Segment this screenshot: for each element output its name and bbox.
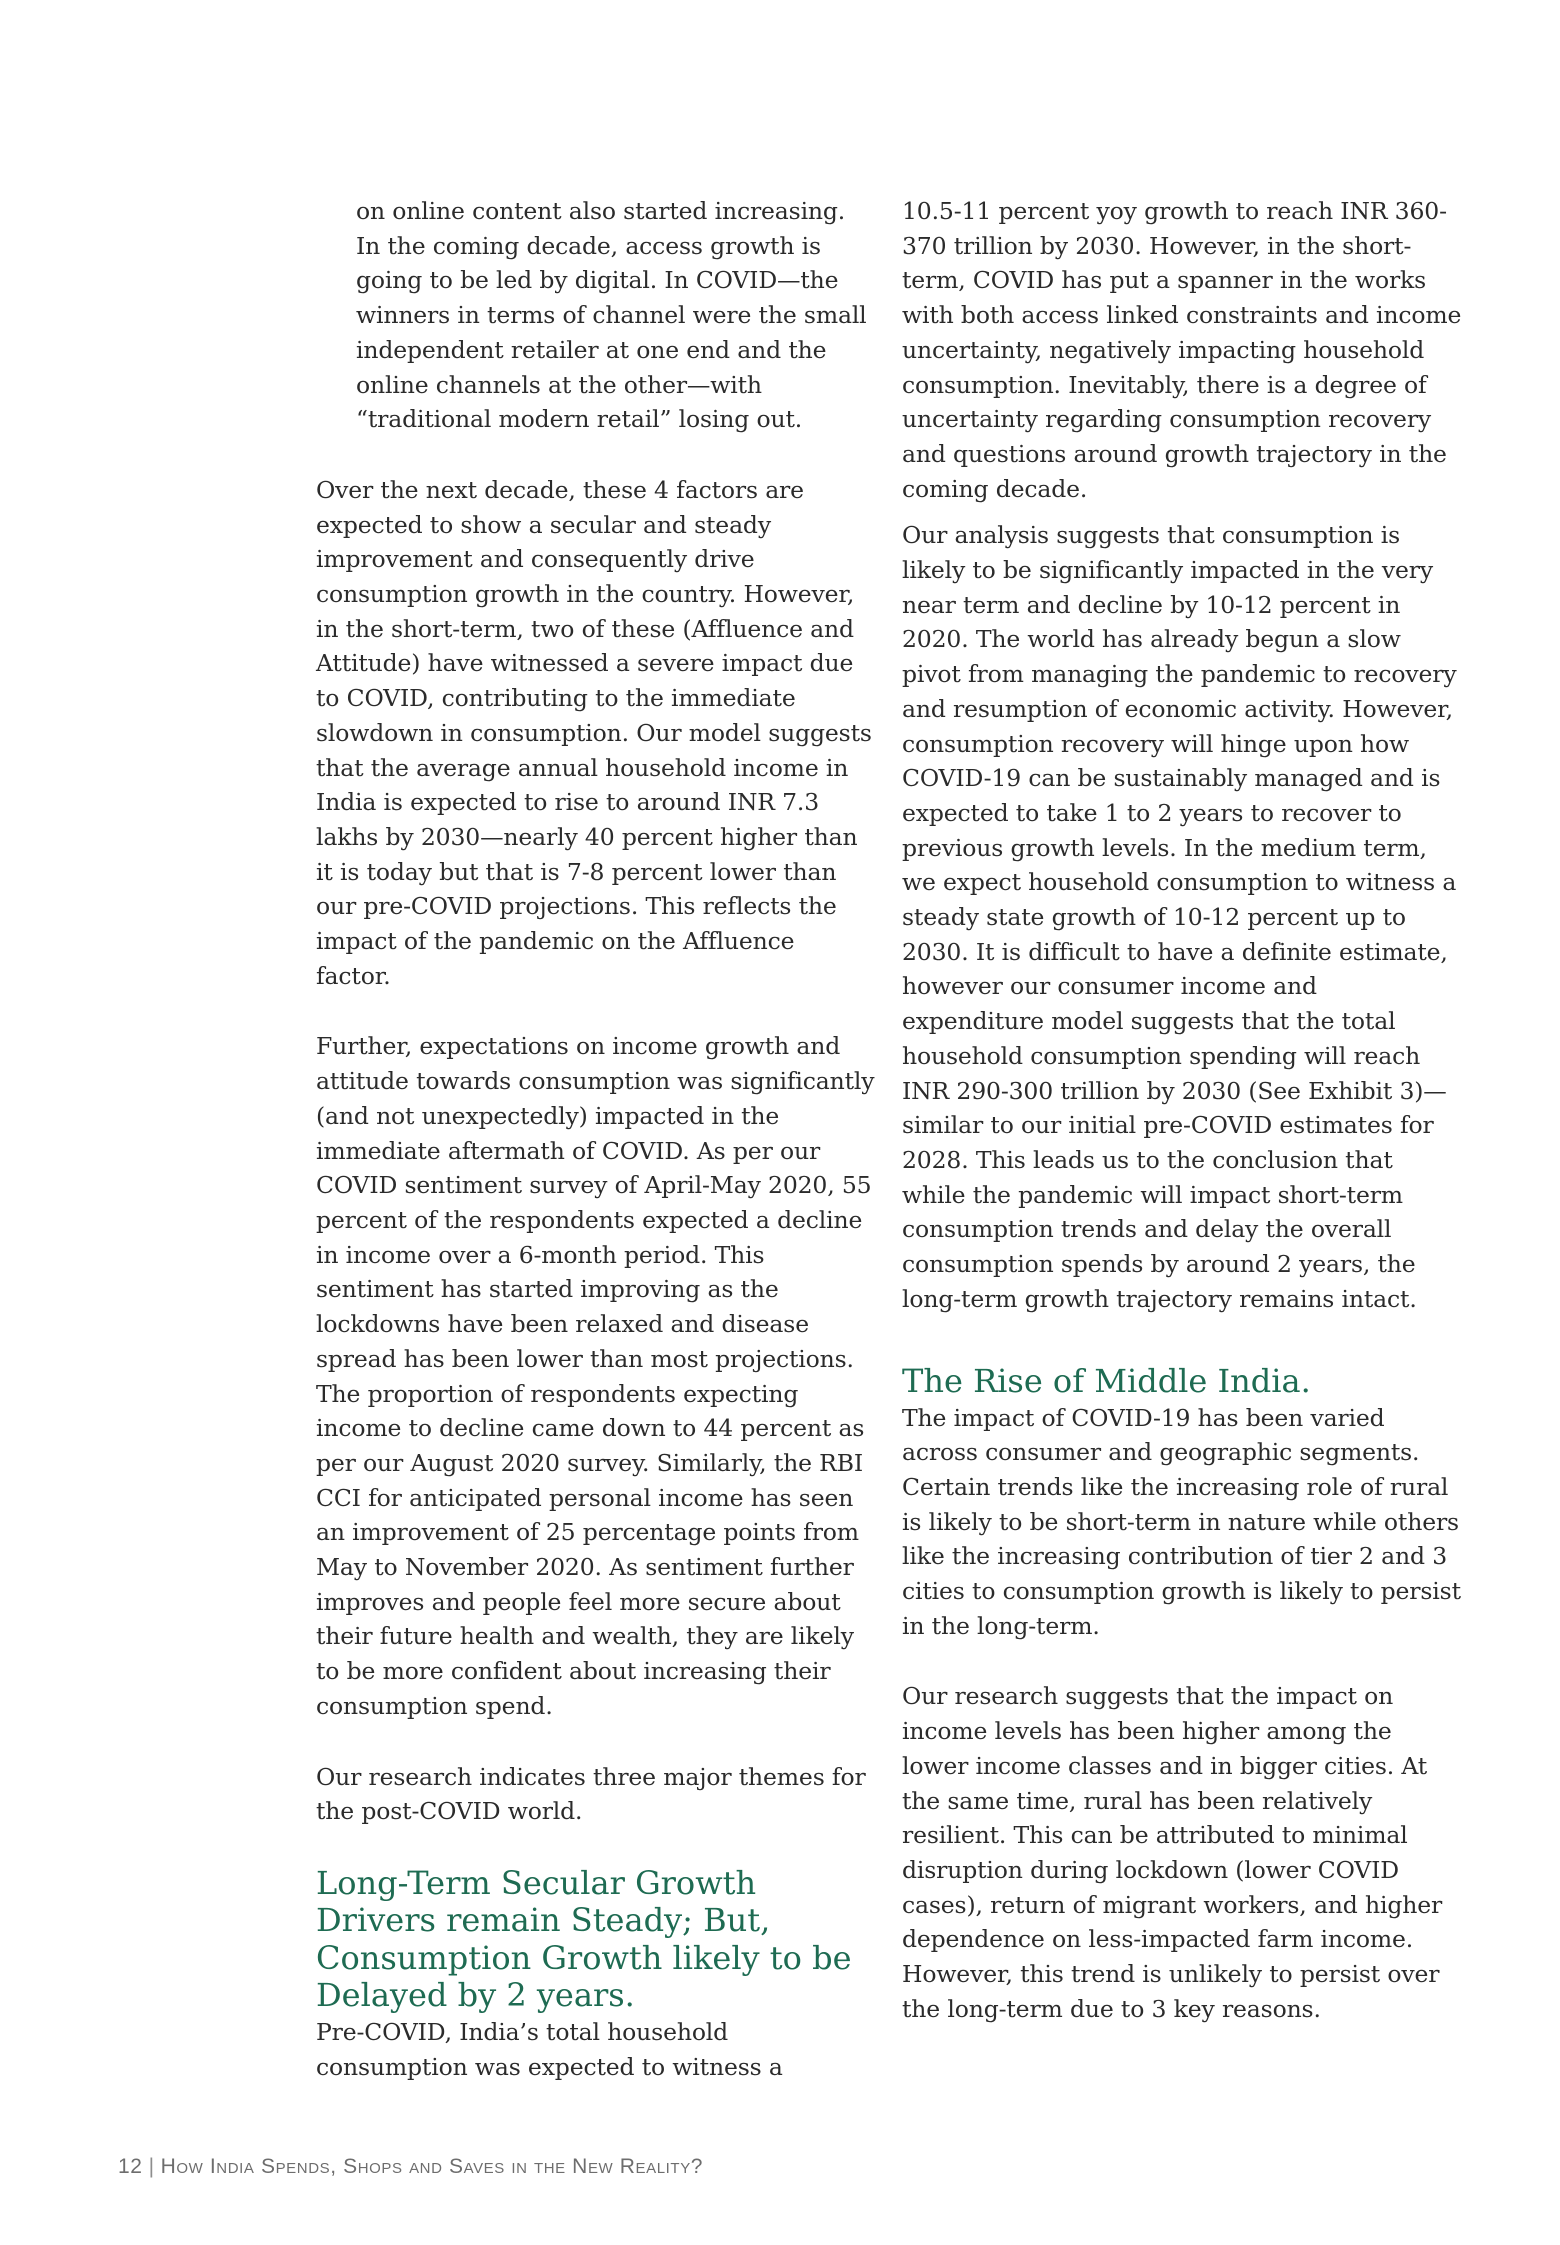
footer-separator: | (148, 2155, 155, 2178)
left-paragraph-2: Over the next decade, these 4 factors are expected to show a secular and steady improvement and consequently drive consumption growth in the country. However, in the short-term, two of these (Affluence and Attitude) have witnessed a severe impact due to COVID, contributing to the immediate slowdown in consumption. Our model suggests that the average annual household income in India is expected to rise to around INR 7.3 lakhs by 2030—nearly 40 percent higher than it is today but that is 7-8 percent lower than our pre-COVID projections. This reflects the impact of the pandemic on the Affluence factor. (316, 475, 872, 990)
right-paragraph-3: The impact of COVID-19 has been varied across consumer and geographic segments. Certain trends like the increasing role of rural is likely to be short-term in nature while others like the increasing contribution of tier 2 and 3 cities to consumption growth is likely to persist in the long-term. (902, 1403, 1461, 1640)
right-paragraph-2: Our analysis suggests that consumption is likely to be significantly impacted in the very near term and decline by 10-12 percent in 2020. The world has already begun a slow pivot from managing the pandemic to recovery and resumption of economic activity. However, consumption recovery will hinge upon how COVID-19 can be sustainably managed and is expected to take 1 to 2 years to recover to previous growth levels. In the medium term, we expect household consumption to witness a steady state growth of 10-12 percent up to 2030. It is difficult to have a definite estimate, however our consumer income and expenditure model suggests that the total household consumption spending will reach INR 290-300 trillion by 2030 (See Exhibit 3)—similar to our initial pre-COVID estimates for 2028. This leads us to the conclusion that while the pandemic will impact short-term consumption trends and delay the overall consumption spends by around 2 years, the long-term growth trajectory remains intact. (902, 521, 1457, 1313)
section-heading-middle-india: The Rise of Middle India. (902, 1361, 1311, 1400)
page-number: 12 (118, 2155, 143, 2178)
left-paragraph-3: Further, expectations on income growth and attitude towards consumption was significantly (and not unexpectedly) impacted in the immediate aftermath of COVID. As per our COVID sentiment survey of April-May 2020, 55 percent of the respondents expected a decline in income over a 6-month period. This sentiment has started improving as the lockdowns have been relaxed and disease spread has been lower than most projections. The proportion of respondents expecting income to decline came down to 44 percent as per our August 2020 survey. Similarly, the RBI CCI for anticipated personal income has seen an improvement of 25 percentage points from May to November 2020. As sentiment further improves and people feel more secure about their future health and wealth, they are likely to be more confident about increasing their consumption spend. (316, 1032, 875, 1720)
left-paragraph-5: Pre-COVID, India’s total household consumption was expected to witness a (316, 2017, 783, 2081)
page-footer (118, 2155, 703, 2179)
right-column (902, 194, 1462, 2026)
left-paragraph-4: Our research indicates three major themes for the post-COVID world. (316, 1762, 866, 1826)
report-title: How India Spends, Shops and Saves in the New Reality? (160, 2155, 704, 2178)
right-paragraph-1: 10.5-11 percent yoy growth to reach INR 360-370 trillion by 2030. However, in the short-term, COVID has put a spanner in the works with both access linked constraints and income uncertainty, negatively impacting household consumption. Inevitably, there is a degree of uncertainty regarding consumption recovery and questions around growth trajectory in the coming decade. (902, 197, 1462, 503)
left-paragraph-1: on online content also started increasing. In the coming decade, access growth is going to be led by digital. In COVID—the winners in terms of channel were the small independent retailer at one end and the online channels at the other—with “traditional modern retail” losing out. (356, 197, 867, 434)
left-column (316, 194, 876, 2084)
right-paragraph-4: Our research suggests that the impact on income levels has been higher among the lower income classes and in bigger cities. At the same time, rural has been relatively resilient. This can be attributed to minimal disruption during lockdown (lower COVID cases), return of migrant workers, and higher dependence on less-impacted farm income. However, this trend is unlikely to persist over the long-term due to 3 key reasons. (902, 1682, 1443, 2023)
section-heading-growth-drivers: Long-Term Secular Growth Drivers remain Steady; But, Consumption Growth likely to be Delayed by 2 years. (316, 1863, 852, 2015)
